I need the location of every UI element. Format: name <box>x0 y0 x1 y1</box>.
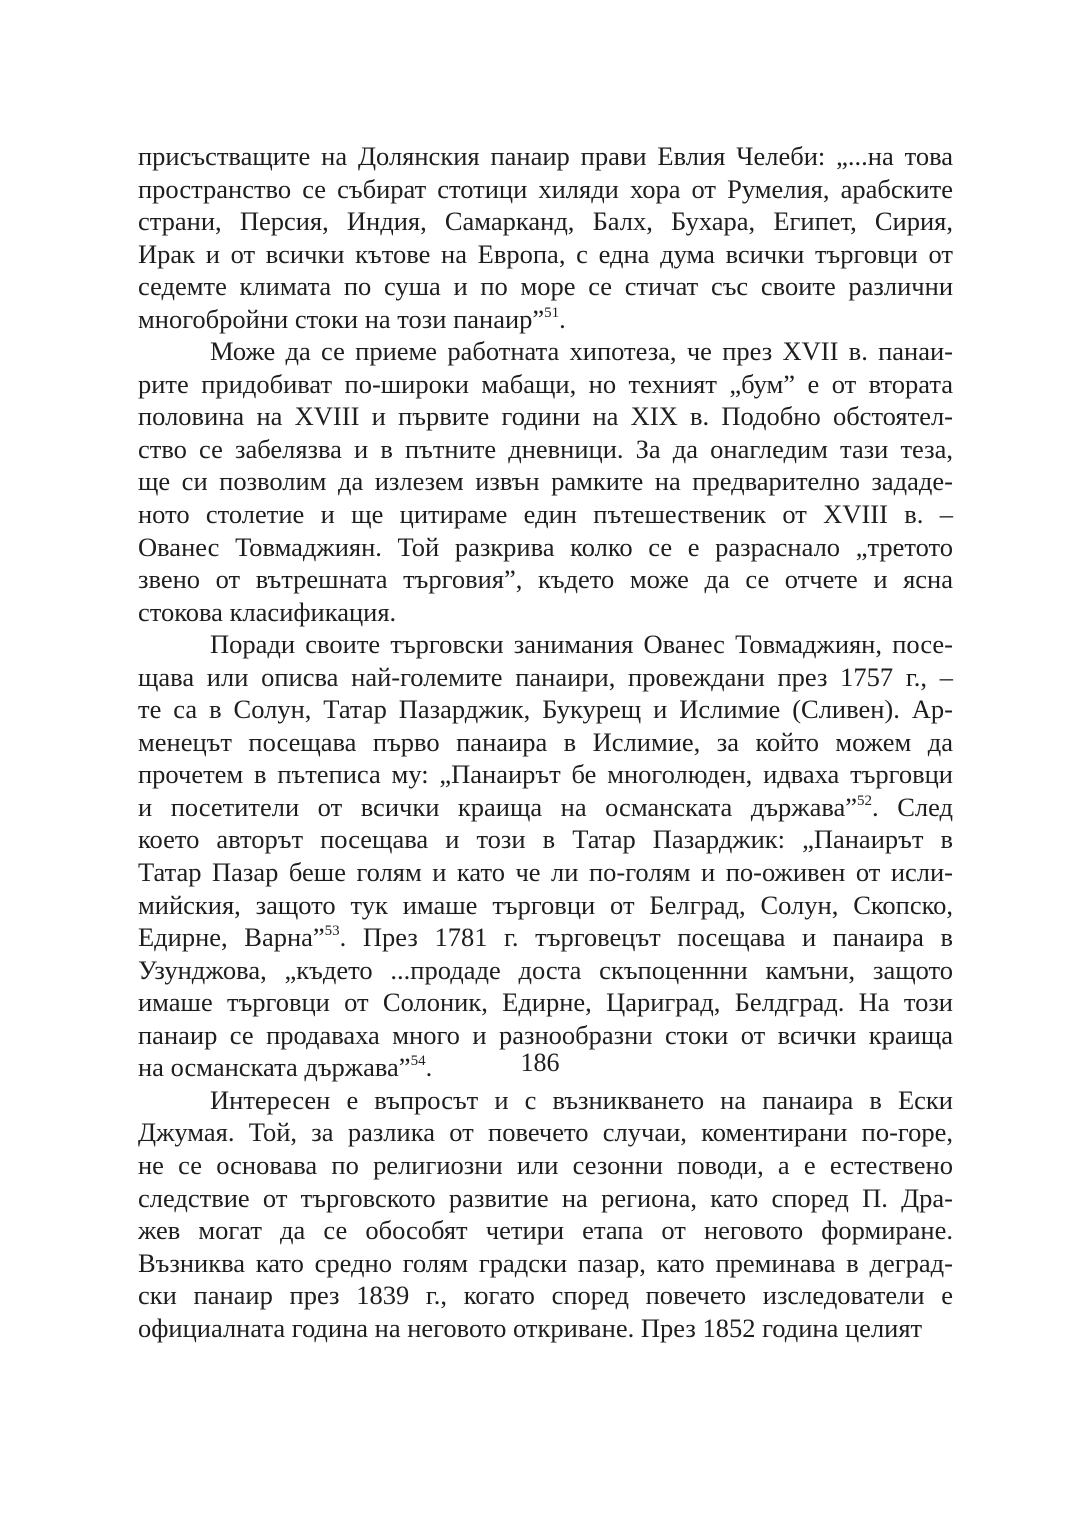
line-text: Ованес Товмаджиян. Той разкрива колко се е разраснало „третото <box>138 531 953 562</box>
line-text: ство се забелязва и в пътните дневници. За да онагледим тази теза, <box>138 433 953 464</box>
paragraph-working-hypothesis <box>138 335 953 628</box>
line-text: официалната година на неговото откриване. През 1852 година целият <box>138 1312 923 1343</box>
text-line <box>138 465 953 498</box>
text-line <box>138 238 953 271</box>
text-line <box>138 1279 953 1312</box>
text-line <box>138 335 953 368</box>
text-line <box>138 661 953 694</box>
text-line <box>138 726 953 759</box>
text-line <box>138 1247 953 1280</box>
line-text: ски панаир през 1839 г., когато според повечето изследователи е <box>138 1280 953 1311</box>
text-line <box>138 563 953 596</box>
text-line <box>138 921 953 954</box>
line-text: Татар Пазар беше голям и като че ли по-голям и по-оживен от исли- <box>138 857 953 888</box>
text-line <box>138 140 953 173</box>
text-line <box>138 1214 953 1247</box>
line-text: Узунджова, „където ...продаде доста скъпоценнни камъни, защото <box>138 954 953 985</box>
footnote-reference: 54 <box>410 1053 426 1070</box>
line-text: Ирак и от всички кътове на Европа, с една дума всички търговци от <box>138 238 953 269</box>
line-text: ното столетие и ще цитираме един пътешественик от XVIII в. – <box>138 499 953 530</box>
text-line <box>138 1149 953 1182</box>
line-text-continued: . След <box>872 791 953 822</box>
line-text: Може да се приеме работната хипотеза, че през XVII в. панаи- <box>210 336 953 367</box>
text-line <box>138 856 953 889</box>
line-text-continued: . <box>425 1052 433 1083</box>
page-number: 186 <box>520 1048 560 1077</box>
text-line <box>138 1182 953 1215</box>
text-line <box>138 889 953 922</box>
line-text-continued: . През 1781 г. търговецът посещава и панаира в <box>339 922 953 953</box>
line-text: половина на XVIII и първите години на XIX в. Подобно обстоятел- <box>138 401 953 432</box>
text-line <box>138 433 953 466</box>
line-text: следствие от търговското развитие на региона, като според П. Дра- <box>138 1182 953 1213</box>
line-text: жев могат да се обособят четири етапа от неговото формиране. <box>138 1215 953 1246</box>
text-line <box>138 173 953 206</box>
line-text: те са в Солун, Татар Пазарджик, Букурещ и Ислимие (Сливен). Ар- <box>138 694 953 725</box>
paragraph-ovanes-tovmadzhiyan <box>138 628 953 1084</box>
text-line <box>138 531 953 564</box>
line-text: не се основава по религиозни или сезонни поводи, а е естествено <box>138 1149 953 1180</box>
line-text: многобройни стоки на този панаир” <box>138 303 545 334</box>
paragraph-eski-dzhumaya-fair <box>138 1084 953 1344</box>
line-text: имаше търговци от Солоник, Едирне, Цариград, Белдград. На този <box>138 987 953 1018</box>
line-text: Поради своите търговски занимания Ованес Товмаджиян, посе- <box>210 629 953 660</box>
line-text: присъстващите на Долянския панаир прави Евлия Челеби: „...на това <box>138 141 953 171</box>
text-line <box>138 498 953 531</box>
body-text <box>138 140 953 1344</box>
text-line <box>138 303 953 336</box>
footnote-reference: 52 <box>857 793 873 810</box>
text-line <box>138 823 953 856</box>
text-line <box>138 628 953 661</box>
text-line <box>138 986 953 1019</box>
line-text: Интересен е въпросът и с възникването на панаира в Ески <box>210 1084 953 1115</box>
line-text: прочетем в пътеписа му: „Панаирът бе многолюден, идваха търговци <box>138 759 953 790</box>
line-text: пространство се събират стотици хиляди хора от Румелия, арабските <box>138 173 953 204</box>
text-line <box>138 693 953 726</box>
line-text: щава или описва най-големите панаири, провеждани през 1757 г., – <box>138 661 953 692</box>
line-text: и посетители от всички краища на османската държава” <box>138 791 858 822</box>
text-line <box>138 758 953 791</box>
line-text: звено от вътрешната търговия”, където може да се отчете и ясна <box>138 564 953 595</box>
text-line <box>138 1312 953 1345</box>
line-text: рите придобиват по-широки мабащи, но техният „бум” е от втората <box>138 368 953 399</box>
line-text-continued: . <box>559 303 566 334</box>
line-text: стокова класификация. <box>138 596 397 627</box>
line-text: седемте климата по суша и по море се стичат със своите различни <box>138 271 953 302</box>
line-text: менецът посещава първо панаира в Ислимие, за който можем да <box>138 726 953 757</box>
footnote-reference: 51 <box>544 304 560 321</box>
footnote-reference: 53 <box>324 923 340 940</box>
line-text: страни, Персия, Индия, Самарканд, Балх, Бухара, Египет, Сирия, <box>138 206 953 237</box>
text-line <box>138 400 953 433</box>
line-text: мийския, защото тук имаше търговци от Белград, Солун, Скопско, <box>138 889 953 920</box>
line-text: Едирне, Варна” <box>138 922 325 953</box>
text-line <box>138 791 953 824</box>
text-line <box>138 1084 953 1117</box>
text-line <box>138 1116 953 1149</box>
line-text: ще си позволим да излезем извън рамките на предварително зададе- <box>138 466 953 497</box>
text-line <box>138 954 953 987</box>
line-text: Джумая. Той, за разлика от повечето случаи, коментирани по-горе, <box>138 1117 953 1148</box>
text-line <box>138 596 953 629</box>
line-text: Възниква като средно голям градски пазар, като преминава в деград- <box>138 1247 953 1278</box>
text-line <box>138 205 953 238</box>
text-line <box>138 270 953 303</box>
paragraph-evliya-celebi-quote <box>138 140 953 335</box>
line-text: панаир се продаваха много и разнообразни стоки от всички краища <box>138 1019 953 1050</box>
text-line <box>138 368 953 401</box>
line-text: на османската държава” <box>138 1052 411 1083</box>
line-text: което авторът посещава и този в Татар Пазарджик: „Панаирът в <box>138 824 953 855</box>
